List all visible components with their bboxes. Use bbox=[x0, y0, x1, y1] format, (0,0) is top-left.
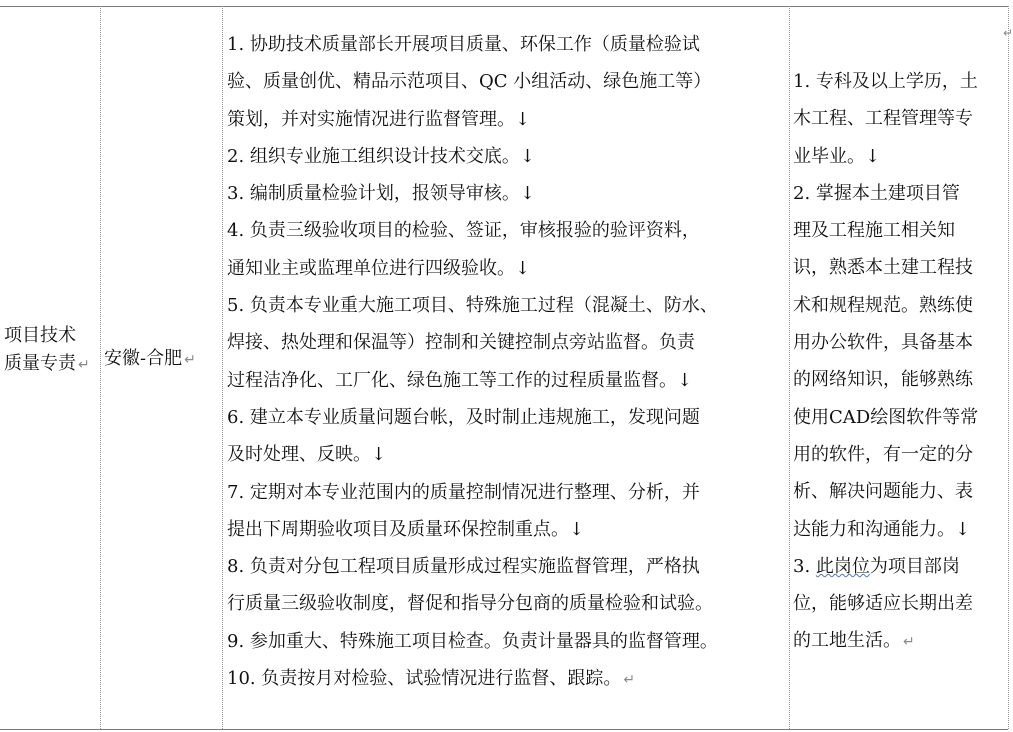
duty-line: 策划，并对实施情况进行监督管理。↓ bbox=[227, 108, 531, 130]
duty-line: 6. 建立本专业质量问题台帐，及时制止违规施工，发现问题 bbox=[227, 406, 700, 428]
duty-line: 焊接、热处理和保温等）控制和关键控制点旁站监督。负责 bbox=[227, 332, 695, 354]
paragraph-mark: ↵ bbox=[184, 352, 196, 368]
requirement-line: 析、解决问题能力、表 bbox=[793, 481, 973, 503]
paragraph-mark: ↵ bbox=[903, 634, 915, 651]
requirement-line: 业毕业。↓ bbox=[793, 145, 881, 167]
duty-line: 1. 协助技术质量部长开展项目质量、环保工作（质量检验试 bbox=[227, 34, 700, 55]
requirement-line: 木工程、工程管理等专 bbox=[793, 108, 973, 130]
duty-line: 过程洁净化、工厂化、绿色施工等工作的过程质量监督。↓ bbox=[227, 369, 693, 391]
requirement-line: 的网络知识，能够熟练 bbox=[793, 369, 973, 391]
cell-end-mark: ↵ bbox=[1003, 26, 1013, 40]
duty-line: 提出下周期验收项目及质量环保控制重点。↓ bbox=[227, 518, 585, 540]
column-divider bbox=[1008, 6, 1009, 729]
spellcheck-flagged-text[interactable]: 此岗位 bbox=[815, 555, 870, 577]
position-line: 项目技术 bbox=[4, 325, 76, 346]
requirement-line: 识，熟悉本土建工程技 bbox=[793, 257, 973, 279]
requirement-line: 用的软件，有一定的分 bbox=[793, 443, 973, 465]
requirement-line: 1. 专科及以上学历，土 bbox=[793, 71, 978, 92]
requirement-line: 使用CAD绘图软件等常 bbox=[793, 406, 979, 428]
position-cell[interactable] bbox=[4, 322, 100, 379]
table-bottom-border bbox=[0, 729, 1008, 730]
duty-line: 及时处理、反映。↓ bbox=[227, 444, 387, 466]
duty-line: 7. 定期对本专业范围内的质量控制情况进行整理、分析，并 bbox=[227, 481, 700, 503]
paragraph-mark: ↵ bbox=[78, 357, 90, 373]
duty-line: 行质量三级验收制度，督促和指导分包商的质量检验和试验。 bbox=[227, 593, 713, 615]
location-text: 安徽-合肥 ↵ bbox=[104, 348, 196, 369]
duty-line: 5. 负责本专业重大施工项目、特殊施工过程（混凝土、防水、 bbox=[227, 295, 718, 317]
duty-line: 验、质量创优、精品示范项目、QC 小组活动、绿色施工等） bbox=[227, 71, 712, 93]
requirements-cell[interactable] bbox=[793, 63, 1007, 662]
position-line: 质量专责 ↵ bbox=[4, 353, 90, 374]
requirement-line: 用办公软件，具备基本 bbox=[793, 332, 973, 354]
duty-line: 4. 负责三级验收项目的检验、签证，审核报验的验评资料， bbox=[227, 220, 700, 242]
requirement-line: 理及工程施工相关知 bbox=[793, 220, 955, 242]
requirement-line: 的工地生活。 ↵ bbox=[793, 630, 915, 652]
requirement-line: 位，能够适应长期出差 bbox=[793, 593, 973, 615]
requirement-line: 术和规程规范。熟练使 bbox=[793, 294, 973, 316]
paragraph-mark: ↵ bbox=[623, 672, 636, 689]
requirement-line: 2. 掌握本土建项目管 bbox=[793, 182, 960, 204]
duty-line: 10. 负责按月对检验、试验情况进行监督、跟踪。 ↵ bbox=[227, 668, 636, 690]
requirement-line: 3. 此岗位为项目部岗 bbox=[793, 555, 960, 577]
duty-line: 通知业主或监理单位进行四级验收。↓ bbox=[227, 257, 531, 279]
column-divider bbox=[100, 6, 101, 729]
duty-line: 2. 组织专业施工组织设计技术交底。↓ bbox=[227, 145, 535, 167]
requirement-line: 达能力和沟通能力。↓ bbox=[793, 518, 971, 540]
duties-cell[interactable] bbox=[227, 26, 790, 699]
location-cell[interactable] bbox=[104, 345, 222, 374]
table-top-border bbox=[0, 6, 1008, 7]
duty-line: 8. 负责对分包工程项目质量形成过程实施监督管理，严格执 bbox=[227, 556, 700, 578]
column-divider bbox=[222, 6, 223, 729]
duty-line: 3. 编制质量检验计划，报领导审核。↓ bbox=[227, 183, 535, 205]
duty-line: 9. 参加重大、特殊施工项目检查。负责计量器具的监督管理。 bbox=[227, 630, 718, 652]
